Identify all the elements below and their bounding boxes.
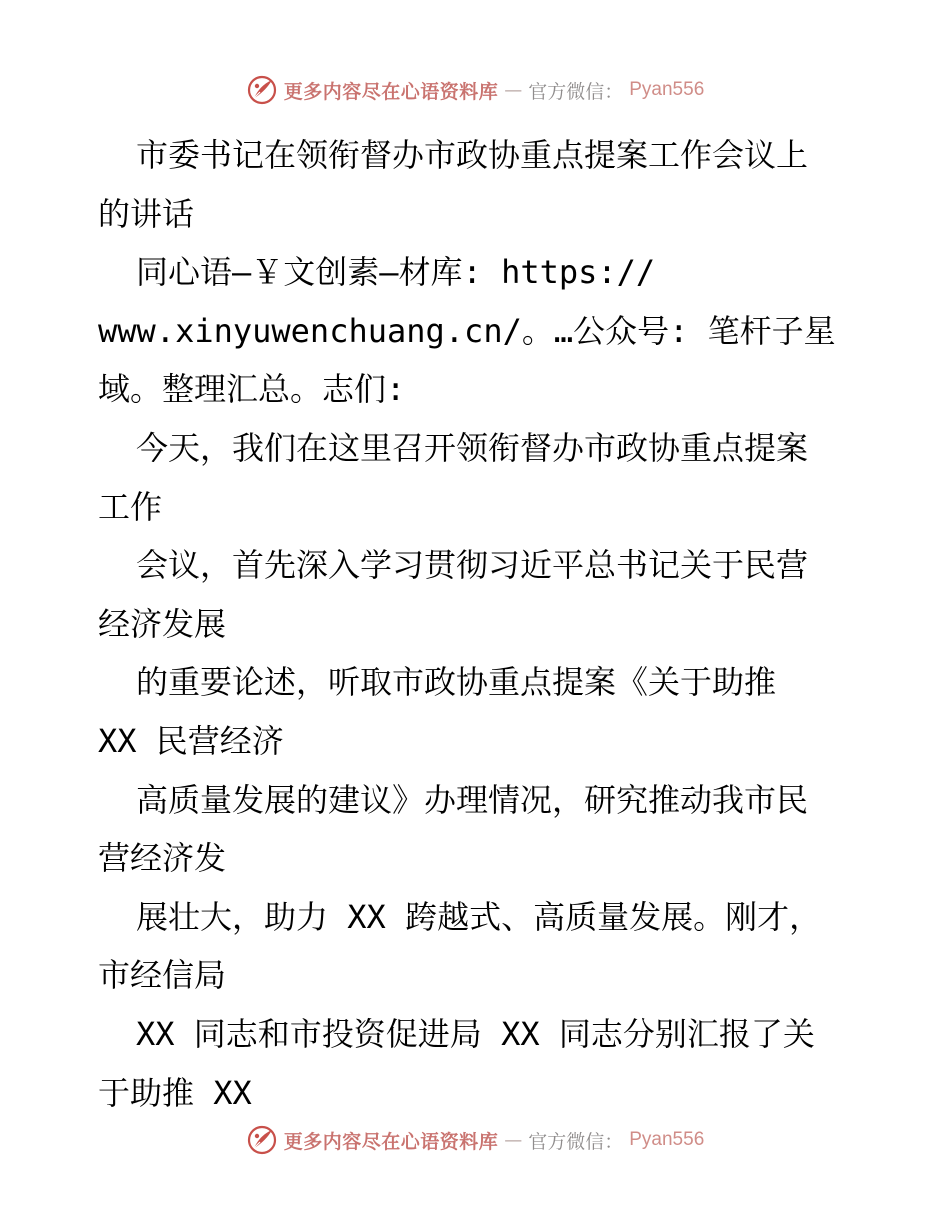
banner-label: 官方微信：: [528, 80, 624, 103]
text-line: XX 民营经济: [98, 721, 284, 760]
text-line: XX 同志和市投资促进局 XX 同志分别汇报了关: [136, 1014, 815, 1053]
text-line: 域。整理汇总。志们:: [98, 370, 406, 409]
banner-id: Pyan556: [629, 1129, 705, 1150]
text-line: 于助推 XX: [98, 1073, 252, 1112]
text-line: 营经济发: [98, 839, 227, 878]
text-line: 的重要论述，听取市政协重点提案《关于助推: [136, 663, 777, 702]
banner-separator: —: [504, 79, 523, 101]
text-line: www.xinyuwenchuang.cn/。…公众号: 笔杆子星: [98, 311, 836, 350]
text-line: 经济发展: [98, 604, 227, 643]
text-line: 市经信局: [98, 956, 227, 995]
text-line: 工作: [98, 487, 163, 526]
text-line: 高质量发展的建议》办理情况，研究推动我市民: [136, 780, 809, 819]
quill-logo-icon: [246, 1124, 278, 1156]
banner-separator: —: [504, 1129, 523, 1151]
footer-banner: [0, 1120, 950, 1160]
header-banner: [0, 70, 950, 110]
banner-text: 更多内容尽在心语资料库: [283, 80, 499, 103]
text-line: 展壮大，助力 XX 跨越式、高质量发展。刚才，: [136, 897, 822, 936]
quill-logo-icon: [246, 74, 278, 106]
text-line: 市委书记在领衔督办市政协重点提案工作会议上: [136, 136, 809, 174]
document-body: [98, 126, 868, 1122]
text-line: 今天，我们在这里召开领衔督办市政协重点提案: [136, 428, 809, 467]
banner-label: 官方微信：: [528, 1130, 624, 1153]
text-line: 的讲话: [98, 194, 195, 233]
banner-text: 更多内容尽在心语资料库: [283, 1130, 499, 1153]
text-line: 会议，首先深入学习贯彻习近平总书记关于民营: [136, 546, 809, 585]
text-line: 同心语—￥文创素—材库: https://: [136, 253, 656, 292]
banner-id: Pyan556: [629, 79, 705, 100]
